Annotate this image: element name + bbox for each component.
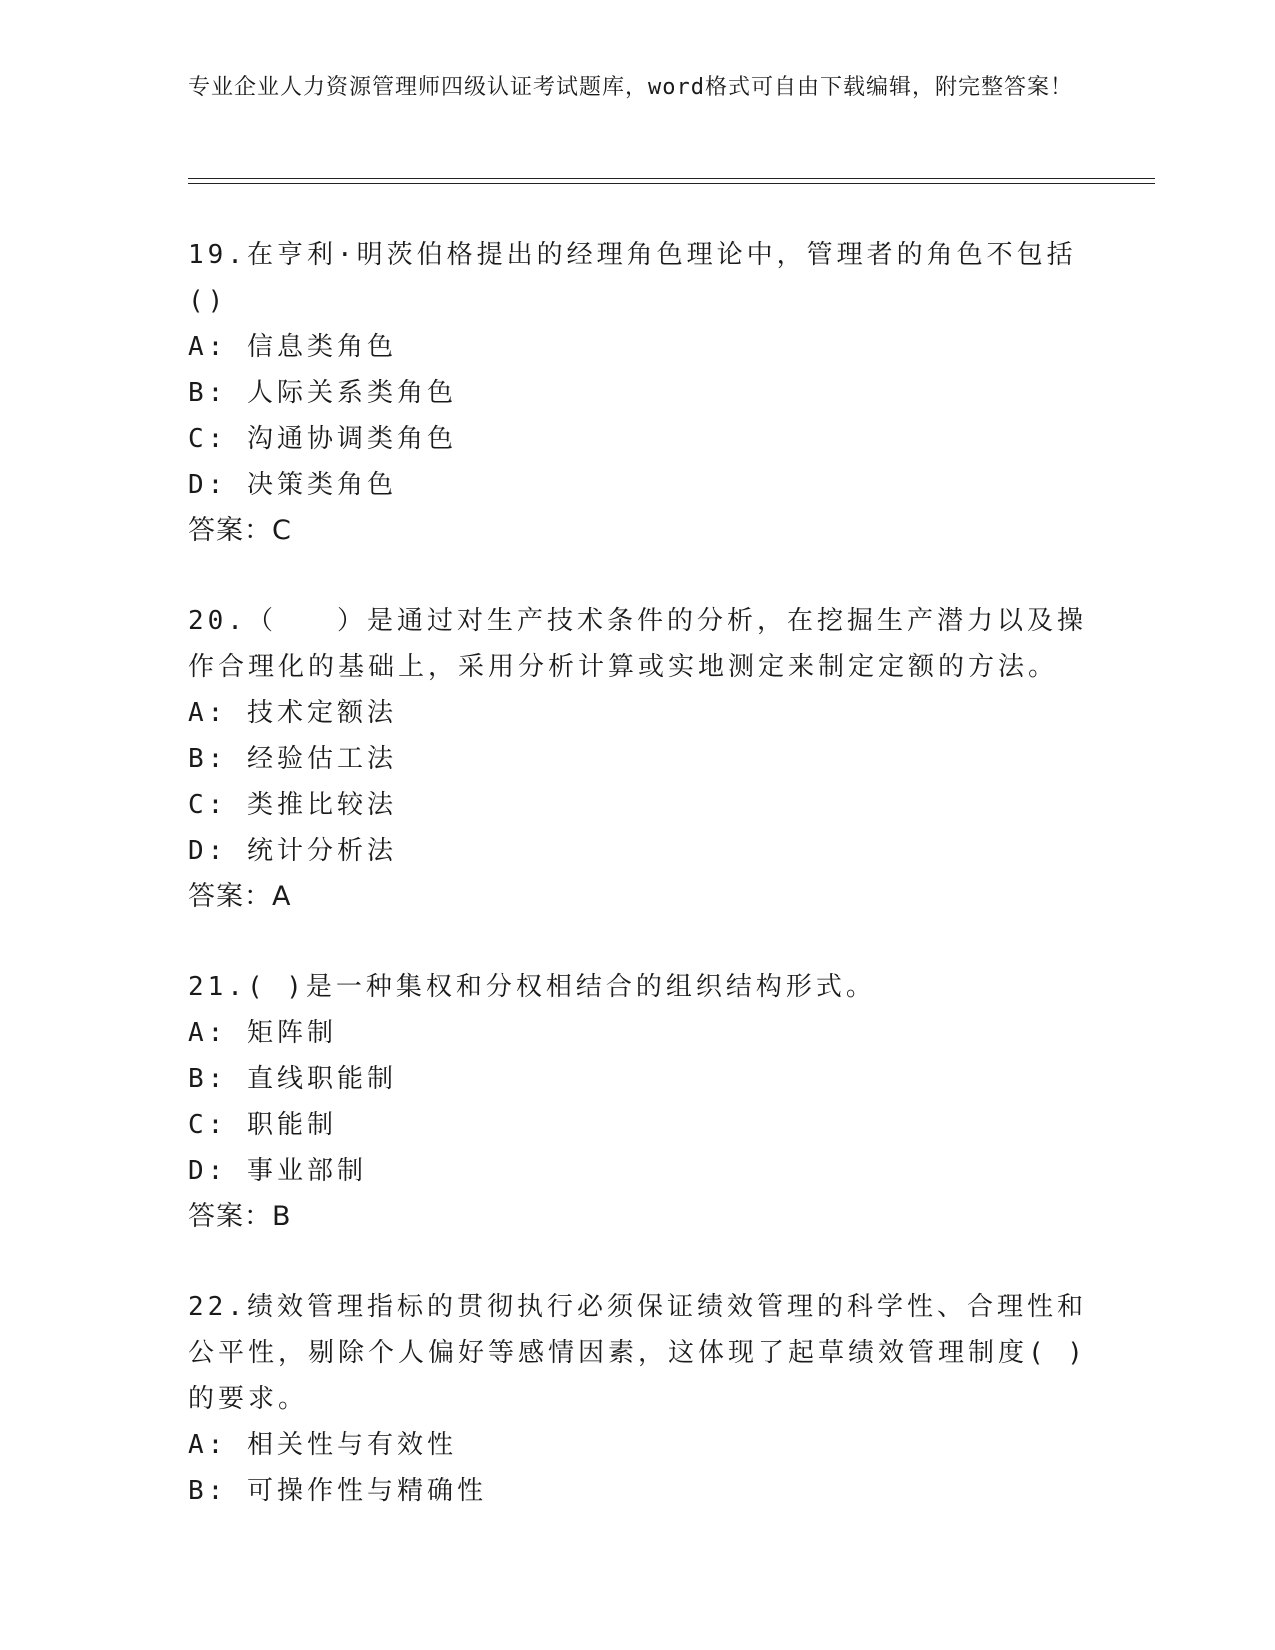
option-a: A: 信息类角色: [188, 332, 397, 362]
option-b: B: 直线职能制: [188, 1064, 397, 1094]
option-d: D: 统计分析法: [188, 836, 397, 866]
option-b: B: 可操作性与精确性: [188, 1476, 487, 1506]
option-a: A: 相关性与有效性: [188, 1430, 457, 1460]
question-stem: 22.绩效管理指标的贯彻执行必须保证绩效管理的科学性、合理性和公平性，剔除个人偏好等感情因素，这体现了起草绩效管理制度( )的要求。: [188, 1292, 1087, 1414]
option-c: C: 类推比较法: [188, 790, 397, 820]
option-a: A: 矩阵制: [188, 1018, 337, 1048]
question-20: [188, 598, 1088, 920]
option-d: D: 事业部制: [188, 1156, 367, 1186]
answer: 答案：C: [188, 515, 292, 546]
option-b: B: 经验估工法: [188, 744, 397, 774]
option-a: A: 技术定额法: [188, 698, 397, 728]
question-stem: 19.在亨利·明茨伯格提出的经理角色理论中，管理者的角色不包括(): [188, 240, 1077, 316]
question-stem: 20.（ ）是通过对生产技术条件的分析，在挖掘生产潜力以及操作合理化的基础上，采用分析计算或实地测定来制定定额的方法。: [188, 606, 1087, 682]
option-c: C: 职能制: [188, 1110, 337, 1140]
question-list: [188, 232, 1088, 1558]
answer: 答案：B: [188, 1201, 292, 1232]
option-d: D: 决策类角色: [188, 470, 397, 500]
option-c: C: 沟通协调类角色: [188, 424, 457, 454]
header-rule-bottom: [188, 183, 1155, 184]
option-b: B: 人际关系类角色: [188, 378, 457, 408]
question-21: [188, 964, 1088, 1240]
question-stem: 21.( )是一种集权和分权相结合的组织结构形式。: [188, 972, 876, 1002]
question-22: [188, 1284, 1088, 1514]
header-rule-top: [188, 178, 1155, 179]
question-19: [188, 232, 1088, 554]
answer: 答案：A: [188, 881, 292, 912]
document-header: 专业企业人力资源管理师四级认证考试题库，word格式可自由下载编辑，附完整答案！: [188, 75, 1073, 100]
